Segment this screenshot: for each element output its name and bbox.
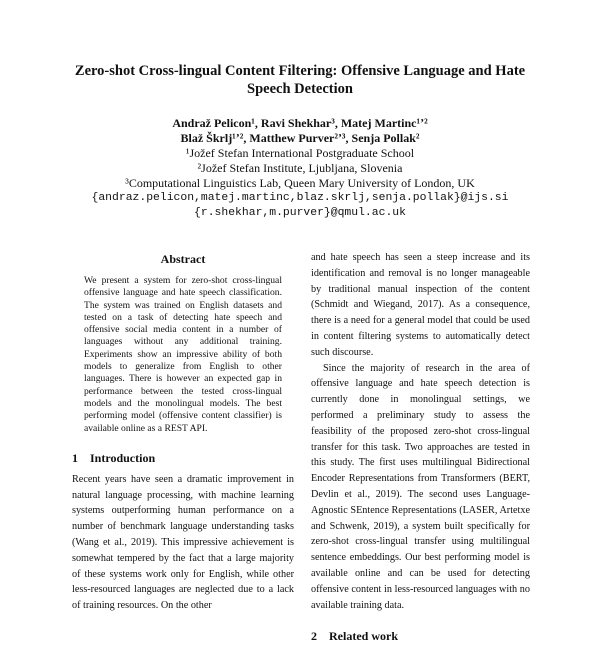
author-block	[40, 116, 560, 221]
email-line-1: {andraz.pelicon,matej.martinc,blaz.skrlj,senja.pollak}@ijs.si	[91, 192, 509, 204]
intro-paragraph-1: Recent years have seen a dramatic improvement in natural language processing, with machine learning systems outperforming human performance on a number of benchmark language understanding tasks (Wang et al., 2019). This impressive achievement is somewhat tempered by the fact that a large majority of these systems work only for English, while other less-resourced languages are neglected due to a lack of training resources. On the other	[72, 473, 294, 612]
intro-paragraph-2: Since the majority of research in the area of offensive language and hate speech detection is currently done in monolingual settings, we performed a preliminary study to assess the feasibility of the proposed zero-shot cross-lingual transfer for this task. Two approaches are tested in this study. The first uses multilingual Bidirectional Encoder Representations from Transformers (BERT, Devlin et al., 2019). The second uses Language-Agnostic SEntence Representations (LASER, Artetxe and Schwenk, 2019), a system built specifically for zero-shot cross-lingual transfer using multilingual sentence embeddings. Our best performing model is available online and can be used for detecting offensive content in less-resourced languages with no available training data.	[311, 362, 530, 611]
affiliation-1: ¹Jožef Stefan International Postgraduate School	[185, 146, 415, 160]
abstract-text: We present a system for zero-shot cross-lingual offensive language and hate speech classification. The system was trained on English datasets and tested on a task of detecting hate speech and offensive social media content in a number of languages without any additional training. Experiments show an impressive ability of both models to generalize from English to other languages. There is however an expected gap in performance between the tested cross-lingual models and the monolingual models. The best performing model (offensive content classifier) is available online as a REST API.	[84, 275, 282, 434]
author-line-1: Andraž Pelicon¹, Ravi Shekhar³, Matej Martinc¹ʼ²	[172, 116, 428, 130]
section-heading-related-work	[311, 629, 530, 644]
section-heading-introduction	[72, 451, 294, 466]
paper-title: Zero-shot Cross-lingual Content Filtering: Offensive Language and Hate Speech Detection	[74, 63, 526, 97]
section-number: 2	[311, 629, 317, 644]
right-column	[311, 250, 530, 650]
section-title: Introduction	[90, 450, 156, 465]
left-column	[72, 252, 294, 614]
email-line-2: {r.shekhar,m.purver}@qmul.ac.uk	[194, 207, 406, 219]
abstract-heading: Abstract	[160, 252, 206, 266]
author-line-2: Blaž Škrlj¹ʼ², Matthew Purver²ʼ³, Senja Pollak²	[180, 131, 420, 145]
affiliation-3: ³Computational Linguistics Lab, Queen Mary University of London, UK	[125, 176, 475, 190]
section-number: 1	[72, 450, 78, 465]
affiliation-2: ²Jožef Stefan Institute, Ljubljana, Slovenia	[197, 161, 403, 175]
intro-paragraph-1-continued: and hate speech has seen a steep increase and its identification and removal is no longer manageable by traditional manual inspection of the content (Schmidt and Wiegand, 2017). As a consequence, there is a need for a general model that could be used in content filtering systems to automatically detect such discourse.	[311, 252, 530, 358]
section-title: Related work	[329, 629, 398, 644]
